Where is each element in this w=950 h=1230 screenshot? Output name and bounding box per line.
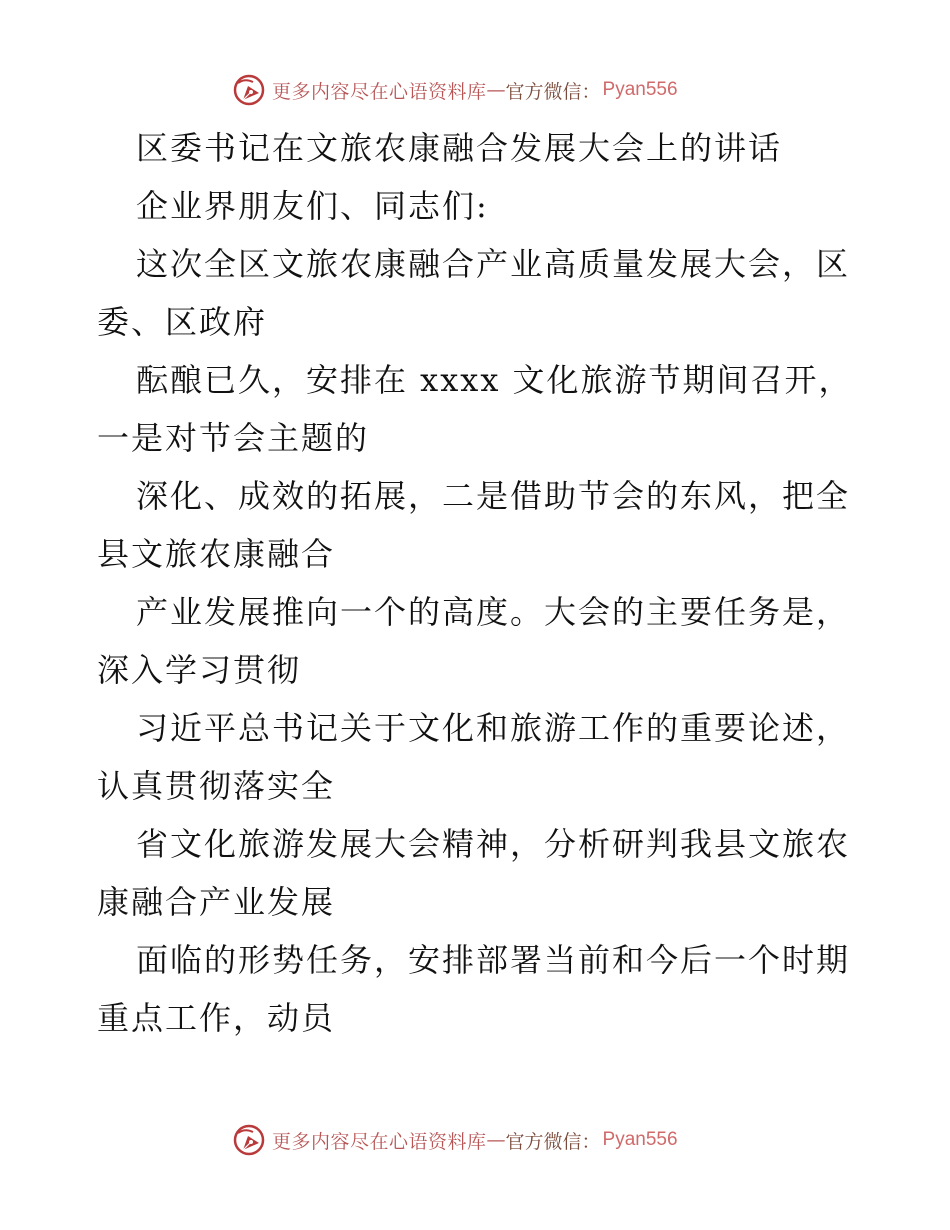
pen-nib-logo-icon: [232, 1123, 266, 1157]
paragraph-line: 酝酿已久，安排在 xxxx 文化旅游节期间召开，: [136, 361, 853, 399]
paragraph-line: 一是对节会主题的: [97, 419, 370, 457]
library-promo-text: 更多内容尽在心语资料库: [272, 80, 487, 103]
wechat-id: Pyan556: [602, 79, 678, 100]
banner-separator: —: [486, 1129, 506, 1151]
header-watermark-banner: [232, 73, 678, 107]
paragraph-line: 深化、成效的拓展，二是借助节会的东风，把全: [136, 477, 851, 515]
paragraph-line: 委、区政府: [97, 303, 268, 341]
salutation: 企业界朋友们、同志们:: [136, 187, 489, 225]
footer-watermark-banner: [232, 1123, 678, 1157]
official-wechat-label: 官方微信：: [505, 1130, 601, 1153]
paragraph-line: 县文旅农康融合: [97, 535, 336, 573]
paragraph-line: 习近平总书记关于文化和旅游工作的重要论述，: [136, 709, 851, 747]
paragraph-line: 深入学习贯彻: [97, 651, 302, 689]
wechat-id: Pyan556: [602, 1129, 678, 1150]
paragraph-line: 认真贯彻落实全: [97, 767, 336, 805]
pen-nib-logo-icon: [232, 73, 266, 107]
library-promo-text: 更多内容尽在心语资料库: [272, 1130, 487, 1153]
document-title: 区委书记在文旅农康融合发展大会上的讲话: [136, 129, 783, 167]
paragraph-line: 康融合产业发展: [97, 883, 336, 921]
paragraph-line: 省文化旅游发展大会精神，分析研判我县文旅农: [136, 825, 851, 863]
banner-separator: —: [486, 79, 506, 101]
paragraph-line: 重点工作，动员: [97, 999, 336, 1037]
paragraph-line: 面临的形势任务，安排部署当前和今后一个时期: [136, 941, 851, 979]
official-wechat-label: 官方微信：: [505, 80, 601, 103]
paragraph-line: 这次全区文旅农康融合产业高质量发展大会，区: [136, 245, 851, 283]
paragraph-line: 产业发展推向一个的高度。大会的主要任务是，: [136, 593, 851, 631]
